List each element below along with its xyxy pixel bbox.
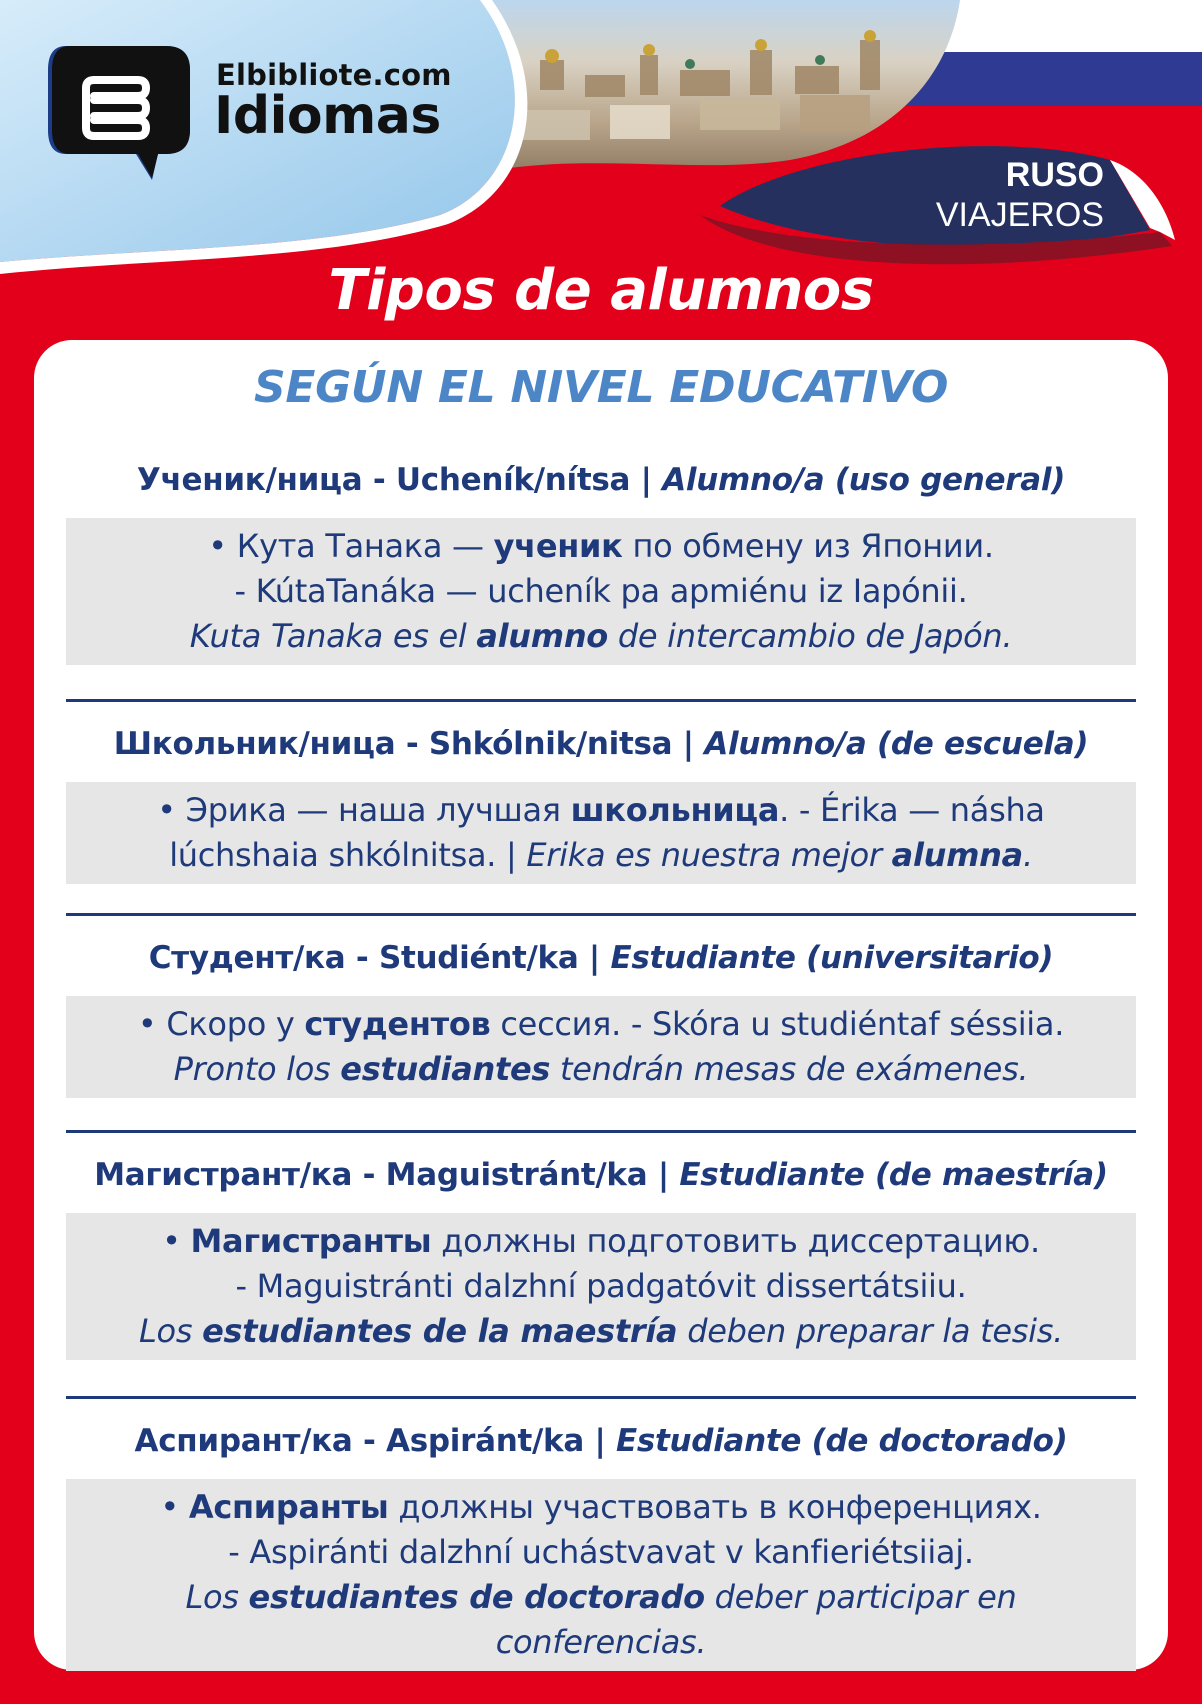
example-box bbox=[66, 996, 1136, 1098]
term-spanish: Alumno/a (de escuela) bbox=[704, 726, 1089, 762]
brand-site: Elbibliote.com bbox=[216, 58, 452, 92]
example-box bbox=[66, 1479, 1136, 1671]
term-russian: Магистрант/ка - Maguistránt/ka | bbox=[94, 1157, 680, 1193]
example-russian: • Магистранты должны подготовить диссертацию. bbox=[162, 1222, 1040, 1260]
example-transliteration: - Maguistránti dalzhní padgatóvit dissertátsiiu. bbox=[235, 1267, 967, 1305]
badge-subtitle: VIAJEROS bbox=[935, 196, 1104, 234]
example-box bbox=[66, 782, 1136, 884]
term-heading bbox=[66, 1157, 1136, 1193]
vocab-entry bbox=[66, 462, 1136, 665]
term-spanish: Estudiante (universitario) bbox=[610, 940, 1054, 976]
term-russian: Студент/ка - Studiént/ka | bbox=[148, 940, 611, 976]
example-spanish: Kuta Tanaka es el alumno de intercambio de Japón. bbox=[189, 617, 1013, 655]
example-spanish: Pronto los estudiantes tendrán mesas de exámenes. bbox=[173, 1050, 1029, 1088]
example-transliteration: - KútaTanáka — ucheník pa apmiénu iz Iapónii. bbox=[234, 572, 968, 610]
example-box bbox=[66, 1213, 1136, 1360]
page-title: Tipos de alumnos bbox=[328, 258, 874, 323]
term-russian: Школьник/ница - Shkólnik/nitsa | bbox=[113, 726, 705, 762]
example-mixed: lúchshaia shkólnitsa. | Erika es nuestra mejor alumna. bbox=[169, 836, 1033, 874]
term-russian: Ученик/ница - Ucheník/nítsa | bbox=[136, 462, 663, 498]
divider bbox=[66, 699, 1136, 702]
vocab-entry bbox=[66, 1157, 1136, 1360]
term-spanish: Estudiante (de maestría) bbox=[679, 1157, 1108, 1193]
vocab-entry bbox=[66, 940, 1136, 1098]
divider bbox=[66, 913, 1136, 916]
example-spanish: Los estudiantes de doctorado deber participar en conferencias. bbox=[185, 1578, 1017, 1661]
divider bbox=[66, 1396, 1136, 1399]
content-card bbox=[34, 340, 1168, 1670]
divider bbox=[66, 1130, 1136, 1133]
term-spanish: Alumno/a (uso general) bbox=[662, 462, 1066, 498]
chat-bubble-logo-icon bbox=[48, 38, 198, 188]
term-heading bbox=[66, 1423, 1136, 1459]
example-box bbox=[66, 518, 1136, 665]
term-heading bbox=[66, 462, 1136, 498]
example-transliteration: - Aspiránti dalzhní uchástvavat v kanfieriétsiiaj. bbox=[228, 1533, 974, 1571]
section-title: SEGÚN EL NIVEL EDUCATIVO bbox=[253, 362, 949, 413]
term-heading bbox=[66, 726, 1136, 762]
example-russian: • Кута Танака — ученик по обмену из Японии. bbox=[208, 527, 994, 565]
term-russian: Аспирант/ка - Aspiránt/ka | bbox=[134, 1423, 616, 1459]
example-russian: • Скоро у студентов сессия. - Skóra u studiéntaf séssiia. bbox=[137, 1005, 1065, 1043]
badge-language: RUSO bbox=[1005, 156, 1104, 194]
term-spanish: Estudiante (de doctorado) bbox=[615, 1423, 1068, 1459]
term-heading bbox=[66, 940, 1136, 976]
example-russian: • Аспиранты должны участвовать в конференциях. bbox=[160, 1488, 1042, 1526]
vocab-entry bbox=[66, 1423, 1136, 1671]
example-spanish: Los estudiantes de la maestría deben preparar la tesis. bbox=[139, 1312, 1063, 1350]
vocab-entry bbox=[66, 726, 1136, 884]
example-russian: • Эрика — наша лучшая школьница. - Érika — násha bbox=[157, 791, 1045, 829]
brand-name: Idiomas bbox=[214, 86, 441, 146]
